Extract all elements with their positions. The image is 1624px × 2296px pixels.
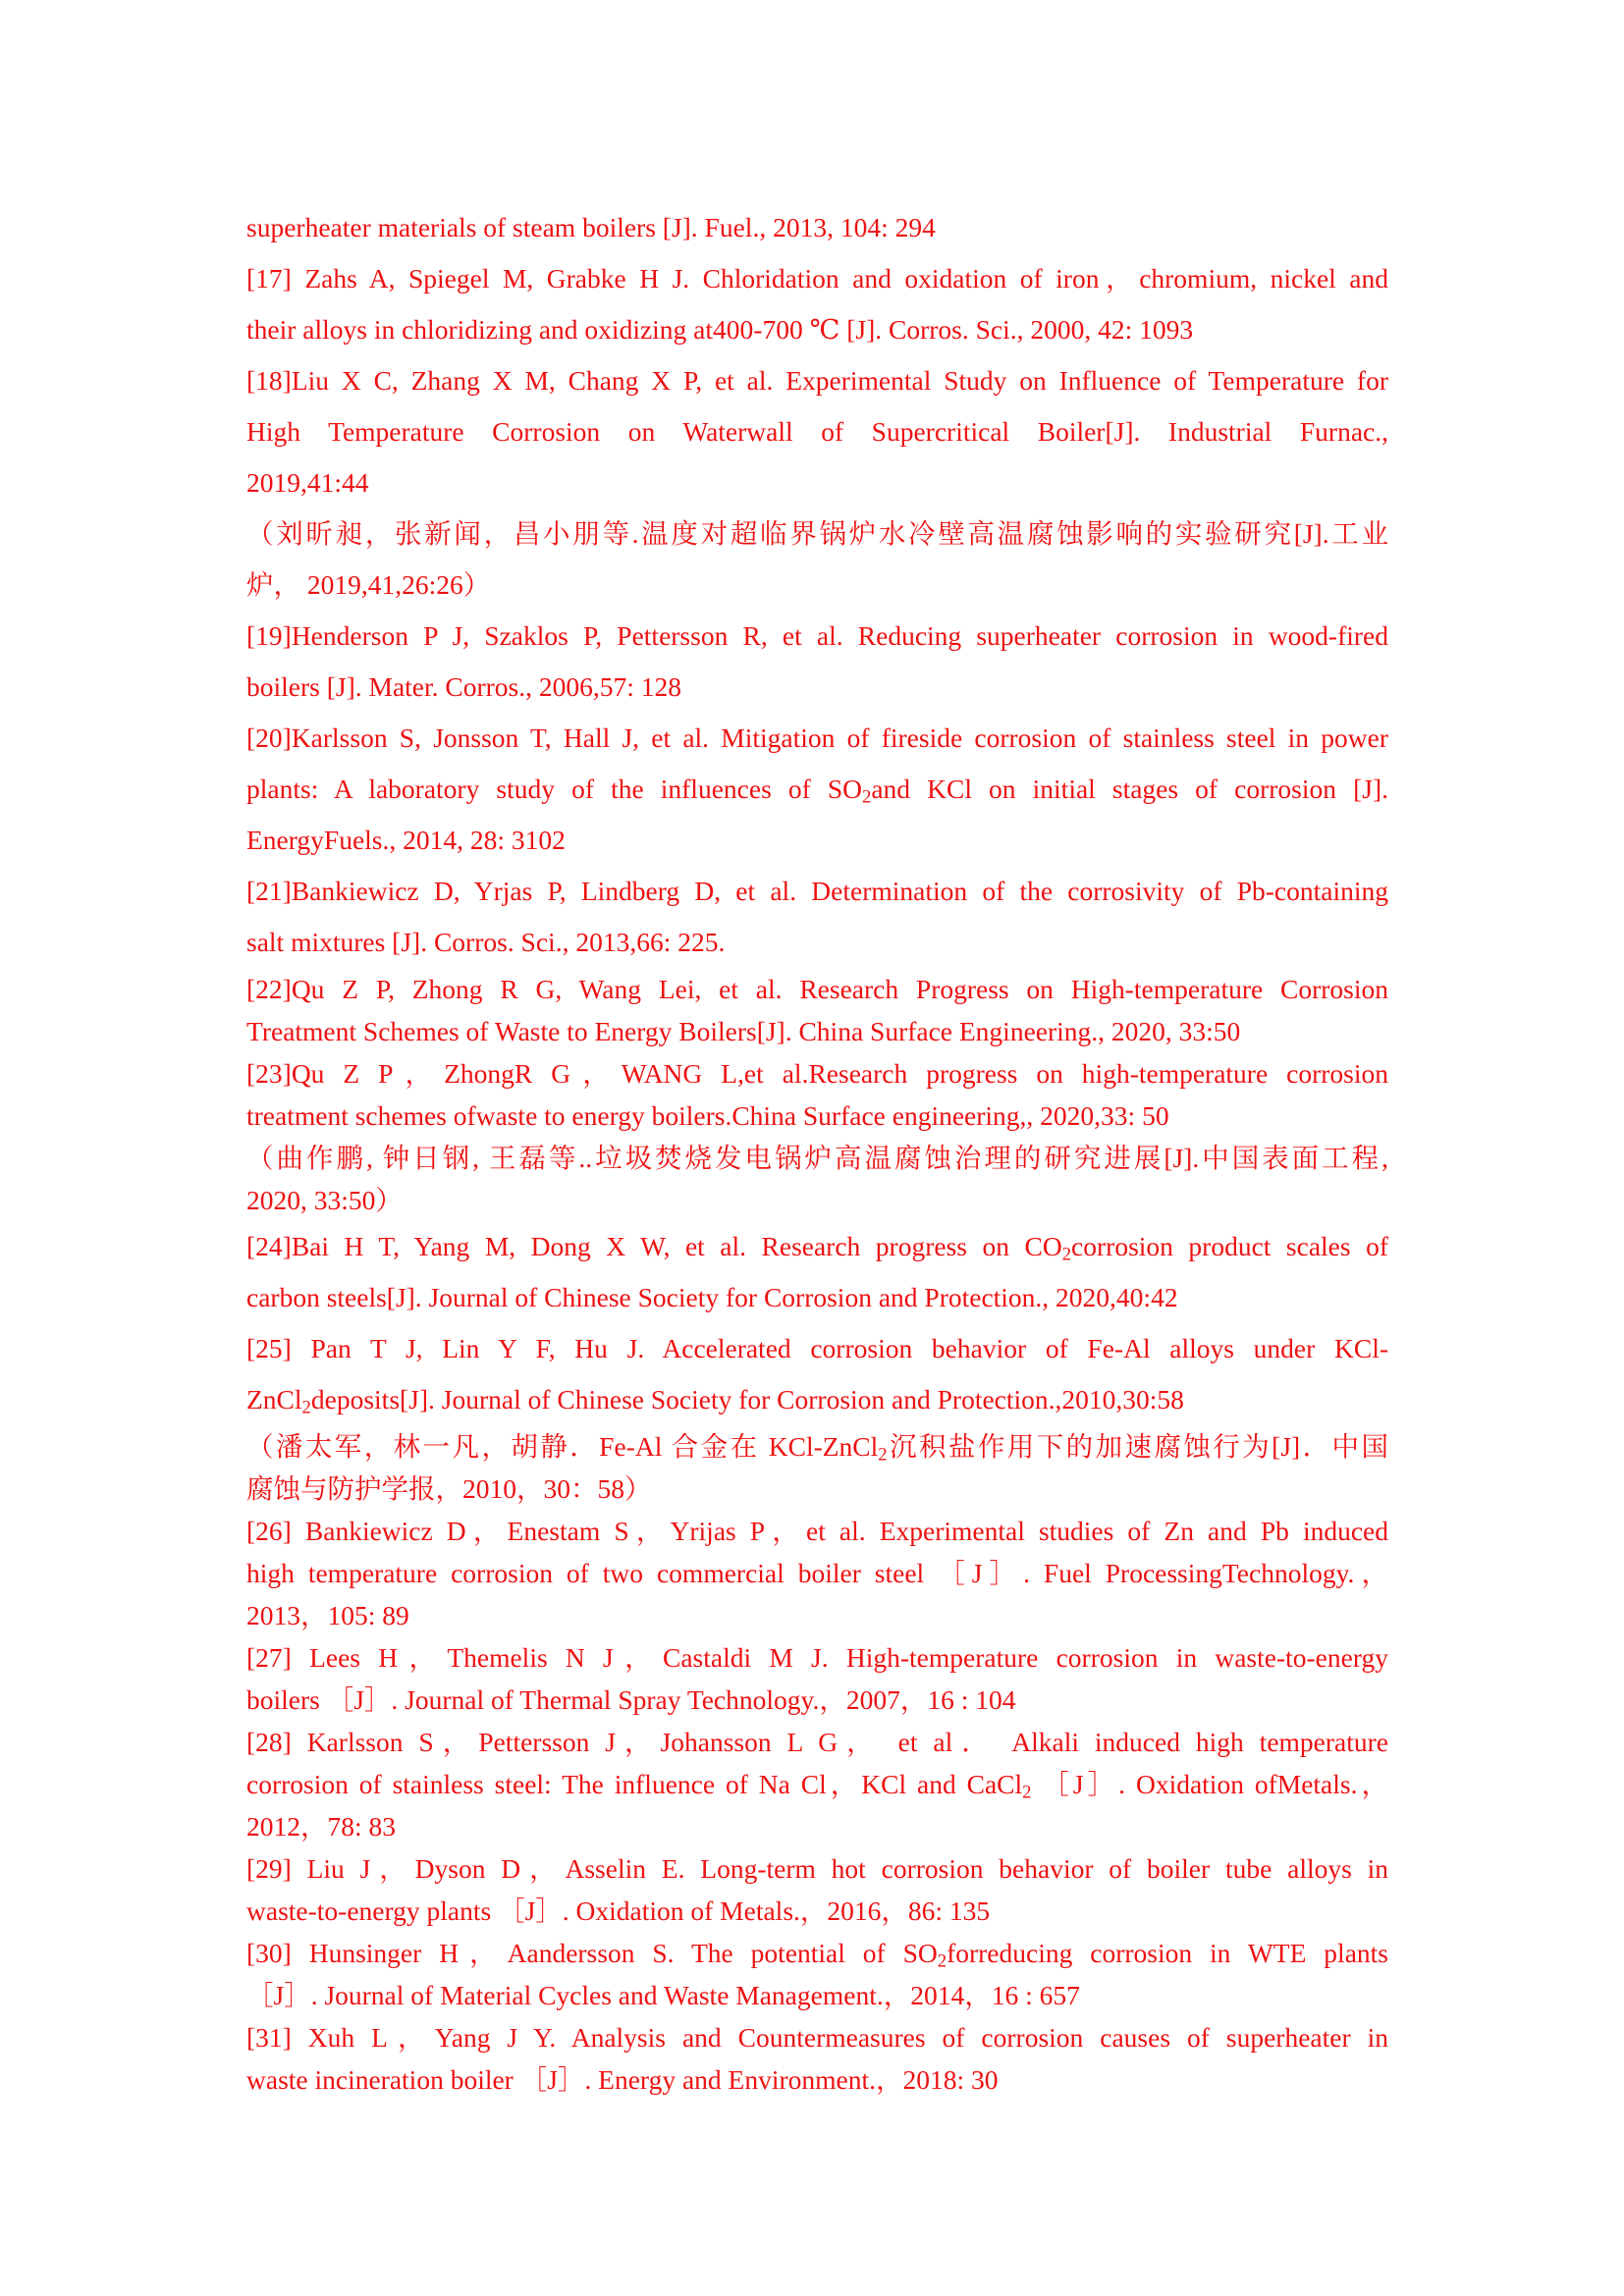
reference-line: [19]Henderson P J, Szaklos P, Pettersson R, et al. Reducing superheater corrosion in wood-fired — [246, 620, 1388, 651]
reference-31 — [246, 2016, 1388, 2101]
reference-18-zh — [246, 508, 1388, 611]
subscript: 2 — [301, 1397, 311, 1418]
reference-line: salt mixtures [J]. Corros. Sci., 2013,66: 225. — [246, 927, 726, 957]
reference-line: boilers ［J］. Journal of Thermal Spray Technology.，2007，16 : 104 — [246, 1684, 1016, 1715]
reference-line — [246, 1374, 1388, 1425]
reference-28 — [246, 1721, 1388, 1847]
reference-line: 腐蚀与防护学报，2010，30：58） — [246, 1473, 652, 1504]
reference-21 — [246, 866, 1388, 968]
reference-line: Treatment Schemes of Waste to Energy Boilers[J]. China Surface Engineering., 2020, 33:50 — [246, 1016, 1241, 1046]
reference-text: 沉积盐作用下的加速腐蚀行为[J]．中国 — [887, 1431, 1388, 1462]
reference-line: waste-to-energy plants ［J］. Oxidation of Metals.，2016，86: 135 — [246, 1896, 991, 1926]
reference-29 — [246, 1847, 1388, 1932]
reference-line: [20]Karlsson S, Jonsson T, Hall J, et al. Mitigation of fireside corrosion of stainless steel in power — [246, 722, 1388, 753]
reference-25 — [246, 1323, 1388, 1425]
reference-line: 炉， 2019,41,26:26） — [246, 569, 491, 600]
reference-text: and KCl on initial stages of corrosion [J]. — [871, 774, 1389, 804]
reference-line — [246, 1425, 1388, 1468]
reference-line: 2020, 33:50） — [246, 1185, 403, 1215]
reference-line: [23]Qu Z P，ZhongR G，WANG L,et al.Research progress on high-temperature corrosion — [246, 1058, 1388, 1089]
reference-line: ［J］. Journal of Material Cycles and Waste Management.，2014，16 : 657 — [246, 1980, 1080, 2010]
reference-line — [246, 1221, 1388, 1272]
reference-line: [17] Zahs A, Spiegel M, Grabke H J. Chloridation and oxidation of iron，chromium, nickel and — [246, 263, 1388, 294]
reference-line — [246, 1932, 1388, 1974]
reference-text: deposits[J]. Journal of Chinese Society for Corrosion and Protection.,2010,30:58 — [310, 1384, 1184, 1415]
reference-18 — [246, 355, 1388, 508]
reference-22 — [246, 968, 1388, 1052]
subscript: 2 — [1061, 1244, 1072, 1265]
reference-line: [25] Pan T J, Lin Y F, Hu J. Accelerated corrosion behavior of Fe-Al alloys under KCl- — [246, 1333, 1388, 1363]
reference-line: [29] Liu J，Dyson D，Asselin E. Long-term hot corrosion behavior of boiler tube alloys in — [246, 1853, 1388, 1884]
reference-17 — [246, 253, 1388, 355]
reference-20 — [246, 713, 1388, 866]
reference-line: （刘昕昶，张新闻，昌小朋等.温度对超临界锅炉水冷壁高温腐蚀影响的实验研究[J].工业 — [246, 518, 1388, 549]
reference-cont — [246, 202, 1388, 253]
reference-line — [246, 1763, 1388, 1805]
subscript: 2 — [862, 786, 872, 808]
subscript: 2 — [937, 1950, 947, 1972]
reference-text: [24]Bai H T, Yang M, Dong X W, et al. Research progress on CO — [246, 1231, 1062, 1261]
reference-line: [27] Lees H，Themelis N J，Castaldi M J. High-temperature corrosion in waste-to-energy — [246, 1642, 1388, 1673]
reference-line: [26] Bankiewicz D，Enestam S，Yrijas P，et al. Experimental studies of Zn and Pb induced — [246, 1516, 1388, 1546]
reference-list — [246, 202, 1388, 2101]
reference-line: EnergyFuels., 2014, 28: 3102 — [246, 825, 566, 855]
reference-text: forreducing corrosion in WTE plants — [947, 1938, 1388, 1968]
subscript: 2 — [1022, 1782, 1032, 1803]
reference-line: [31] Xuh L，Yang J Y. Analysis and Countermeasures of corrosion causes of superheater in — [246, 2022, 1388, 2053]
reference-line: superheater materials of steam boilers [J]. Fuel., 2013, 104: 294 — [246, 212, 936, 242]
reference-23 — [246, 1052, 1388, 1137]
reference-line: waste incineration boiler ［J］. Energy and Environment.，2018: 30 — [246, 2064, 999, 2095]
reference-25-zh — [246, 1425, 1388, 1510]
reference-text: ［J］. Oxidation ofMetals.， — [1031, 1769, 1388, 1799]
reference-line: their alloys in chloridizing and oxidizing at400-700 ℃ [J]. Corros. Sci., 2000, 42: 1093 — [246, 314, 1194, 345]
reference-line: treatment schemes ofwaste to energy boilers.China Surface engineering,, 2020,33: 50 — [246, 1100, 1169, 1131]
reference-line — [246, 764, 1388, 815]
subscript: 2 — [878, 1444, 888, 1466]
reference-line: [22]Qu Z P, Zhong R G, Wang Lei, et al. Research Progress on High-temperature Corrosion — [246, 974, 1388, 1004]
reference-text: ZnCl — [246, 1384, 302, 1415]
reference-text: corrosion product scales of — [1071, 1231, 1389, 1261]
reference-24 — [246, 1221, 1388, 1323]
reference-line: [28] Karlsson S，Pettersson J，Johansson L G， et al． Alkali induced high temperature — [246, 1727, 1388, 1757]
reference-line: 2013，105: 89 — [246, 1600, 409, 1630]
reference-line: high temperature corrosion of two commercial boiler steel ［J］. Fuel ProcessingTechnology.， — [246, 1558, 1388, 1588]
reference-line: [18]Liu X C, Zhang X M, Chang X P, et al. Experimental Study on Influence of Temperature for — [246, 365, 1388, 396]
reference-text: [30] Hunsinger H，Aandersson S. The potential of SO — [246, 1938, 938, 1968]
reference-27 — [246, 1636, 1388, 1721]
reference-23-zh — [246, 1137, 1388, 1221]
reference-19 — [246, 611, 1388, 713]
reference-line: [21]Bankiewicz D, Yrjas P, Lindberg D, et al. Determination of the corrosivity of Pb-containing — [246, 876, 1388, 906]
reference-line: 2019,41:44 — [246, 467, 369, 498]
reference-line: High Temperature Corrosion on Waterwall of Supercritical Boiler[J]. Industrial Furnac., — [246, 416, 1388, 447]
reference-text: plants: A laboratory study of the influences of SO — [246, 774, 862, 804]
reference-30 — [246, 1932, 1388, 2016]
reference-line: 2012，78: 83 — [246, 1811, 397, 1842]
reference-line: carbon steels[J]. Journal of Chinese Society for Corrosion and Protection., 2020,40:42 — [246, 1282, 1178, 1312]
reference-26 — [246, 1510, 1388, 1636]
reference-line: （曲作鹏, 钟日钢, 王磊等..垃圾焚烧发电锅炉高温腐蚀治理的研究进展[J].中国表面工程, — [246, 1143, 1388, 1173]
reference-text: corrosion of stainless steel: The influence of Na Cl，KCl and CaCl — [246, 1769, 1023, 1799]
reference-text: （潘太军，林一凡，胡静．Fe-Al 合金在 KCl-ZnCl — [246, 1431, 879, 1462]
reference-line: boilers [J]. Mater. Corros., 2006,57: 128 — [246, 671, 682, 702]
